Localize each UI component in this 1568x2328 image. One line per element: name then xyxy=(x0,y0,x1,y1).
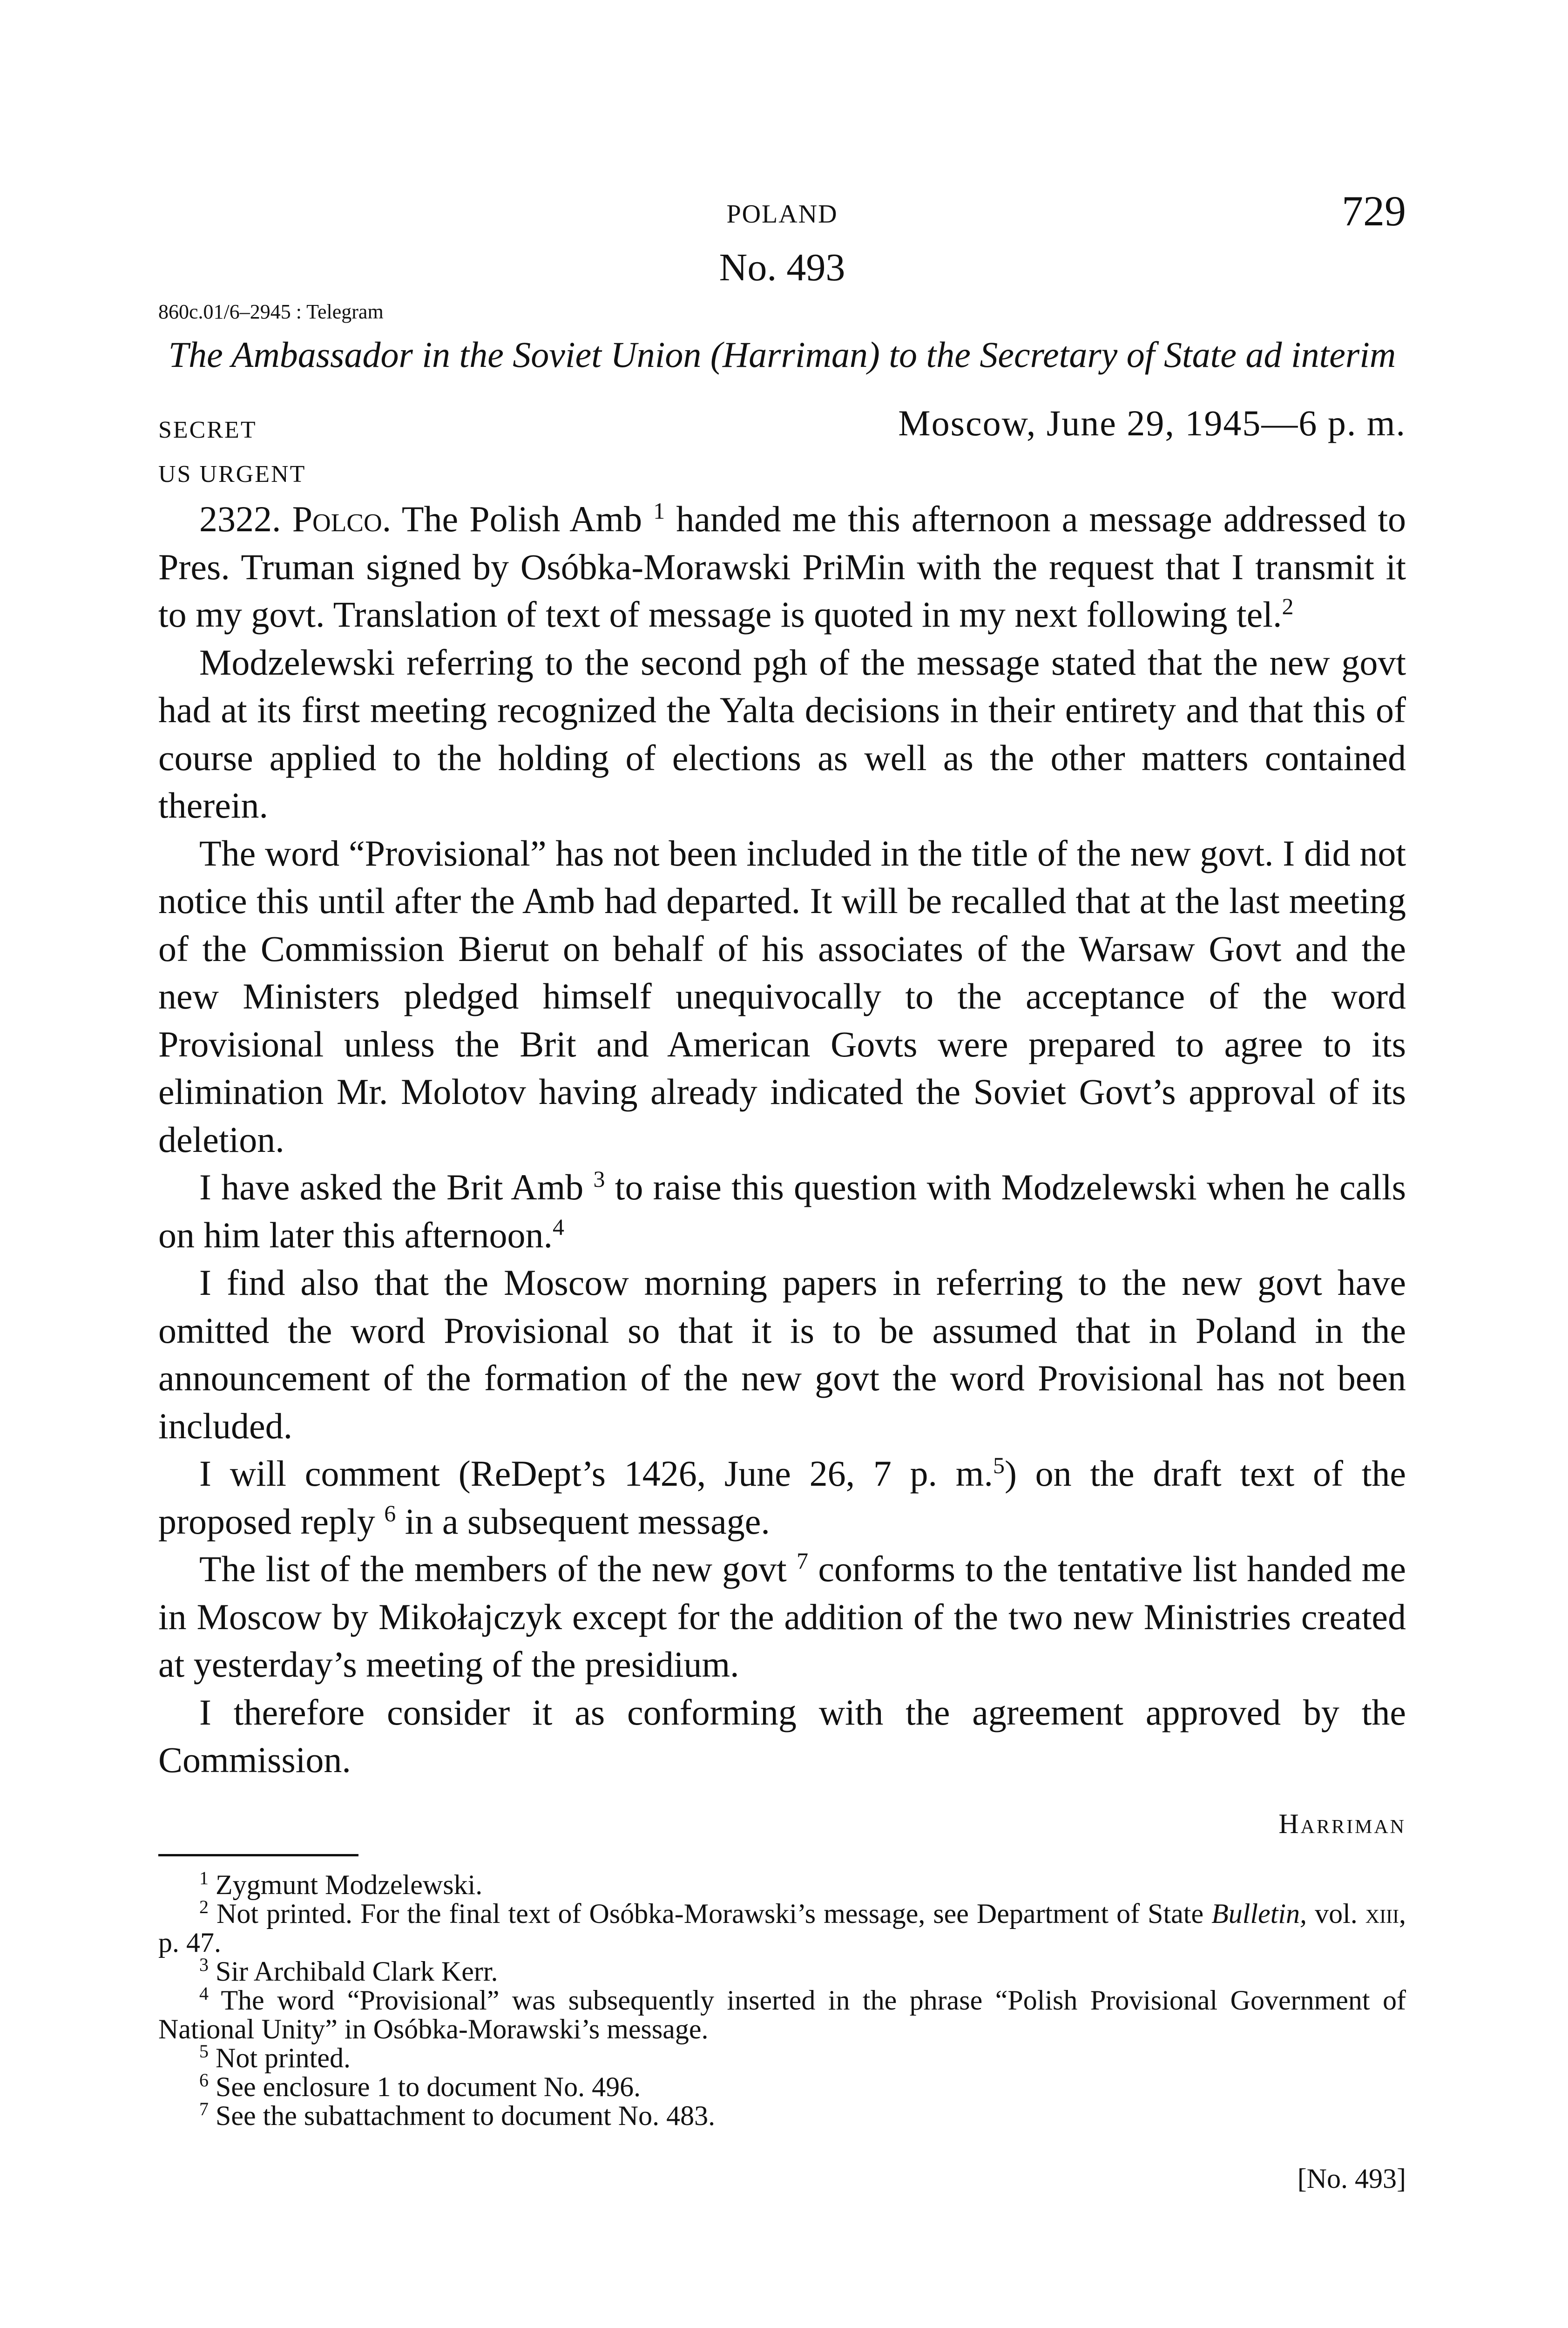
document-number: No. 493 xyxy=(719,246,845,289)
footnote-text: See enclosure 1 to document No. 496. xyxy=(216,2071,641,2102)
telegram-number: 2322. xyxy=(199,499,281,539)
paragraph-6-text-c: in a subsequent message. xyxy=(405,1501,770,1542)
document-heading: The Ambassador in the Soviet Union (Harriman) to the Secretary of State ad interim xyxy=(168,334,1396,375)
footnote-mark: 5 xyxy=(199,2040,209,2062)
footnote-ref-1: 1 xyxy=(653,498,665,524)
page-number: 729 xyxy=(1342,187,1406,235)
paragraph-7-text-a: The list of the members of the new govt xyxy=(199,1549,787,1589)
paragraph-1 xyxy=(158,495,1406,639)
signature: Harriman xyxy=(1278,1808,1406,1839)
file-reference: 860c.01/6–2945 : Telegram xyxy=(158,300,384,323)
running-head xyxy=(158,186,1406,242)
footnote-5 xyxy=(158,2040,1406,2073)
telegram-body xyxy=(158,495,1406,1784)
footnote-7 xyxy=(158,2098,1406,2131)
footnote-text: Not printed. For the final text of Osóbka-Morawski’s message, see Department of State xyxy=(216,1898,1204,1929)
footnote-text: Zygmunt Modzelewski. xyxy=(216,1869,483,1900)
footnote-ref-4: 4 xyxy=(552,1213,564,1240)
paragraph-7-text-b: conforms to the tentative list handed me in Moscow by Mikołajczyk except for the addition of the two new Ministries created at yesterday’s meeting of the presidium. xyxy=(158,1549,1406,1685)
document-bracket-reference: [No. 493] xyxy=(1297,2163,1406,2194)
paragraph-4-text-a: I have asked the Brit Amb xyxy=(199,1167,584,1207)
footnote-italic-title: Bulletin, xyxy=(1211,1898,1307,1929)
running-title: POLAND xyxy=(726,200,838,229)
urgency-label: US URGENT xyxy=(158,461,306,487)
footnote-1 xyxy=(158,1867,1406,1900)
footnote-text: See the subattachment to document No. 483. xyxy=(216,2100,716,2131)
footnote-text: vol. xyxy=(1315,1898,1358,1929)
paragraph-6 xyxy=(158,1450,1406,1545)
paragraph-2: Modzelewski referring to the second pgh of the message stated that the new govt had at its first meeting recognized the Yalta decisions in their entirety and that this of course applied to the holding of elections as well as the other matters contained therein. xyxy=(158,642,1406,826)
footnote-2 xyxy=(158,1896,1406,1958)
footnote-ref-2: 2 xyxy=(1282,593,1294,619)
paragraph-4 xyxy=(158,1164,1406,1259)
telegram-caption: Polco. xyxy=(292,499,392,539)
paragraph-6-text-a: I will comment (ReDept’s 1426, June 26, 7 p. m. xyxy=(199,1453,993,1494)
footnote-ref-3: 3 xyxy=(593,1166,605,1192)
footnote-mark: 7 xyxy=(199,2098,209,2119)
footnote-text: Sir Archibald Clark Kerr. xyxy=(216,1956,498,1987)
classification-label: SECRET xyxy=(158,417,257,443)
footnote-divider xyxy=(158,1854,358,1856)
footnote-mark: 6 xyxy=(199,2069,209,2091)
paragraph-3: The word “Provisional” has not been included in the title of the new govt. I did not notice this until after the Amb had departed. It will be recalled that at the last meeting of the Commission Bierut on behalf of his associates of the Warsaw Govt and the new Ministers pledged himself unequivocally to the acceptance of the word Provisional unless the Brit and American Govts were prepared to agree to its elimination Mr. Molotov having already indicated the Soviet Govt’s approval of its deletion. xyxy=(158,832,1406,1160)
footnote-text: The word “Provisional” was subsequently inserted in the phrase “Polish Provisional Government of National Unity” in Osóbka-Morawski’s message. xyxy=(158,1984,1406,2044)
footnote-3 xyxy=(158,1954,1406,1987)
footnote-text: Not printed. xyxy=(216,2042,351,2073)
footnote-mark: 3 xyxy=(199,1954,209,1975)
page-content xyxy=(158,186,1406,2195)
paragraph-8: I therefore consider it as conforming with the agreement approved by the Commission. xyxy=(158,1692,1406,1780)
paragraph-1-text-b: handed me this afternoon a message addressed to Pres. Truman signed by Osóbka-Morawski PriMin with the request that I transmit it to my govt. Translation of text of message is quoted in my next following tel. xyxy=(158,499,1406,635)
dateline-row xyxy=(158,402,1406,453)
footnote-mark: 1 xyxy=(199,1867,209,1888)
footnote-volume: xiii xyxy=(1365,1898,1399,1929)
footnote-6 xyxy=(158,2069,1406,2102)
footnote-ref-6: 6 xyxy=(384,1500,396,1526)
footnote-mark: 2 xyxy=(199,1896,209,1917)
footnote-ref-5: 5 xyxy=(993,1452,1005,1478)
dateline: Moscow, June 29, 1945—6 p. m. xyxy=(898,403,1406,443)
footnote-text: , p. 47. xyxy=(158,1898,1406,1958)
paragraph-4-text-b: to raise this question with Modzelewski when he calls on him later this afternoon. xyxy=(158,1167,1406,1255)
footnote-ref-7: 7 xyxy=(797,1548,809,1574)
paragraph-6-text-b: ) on the draft text of the proposed reply xyxy=(158,1453,1406,1542)
paragraph-7 xyxy=(158,1545,1406,1689)
footnote-4 xyxy=(158,1983,1406,2044)
footnotes xyxy=(158,1867,1406,2131)
paragraph-1-text-a: The Polish Amb xyxy=(401,499,642,539)
paragraph-5: I find also that the Moscow morning papers in referring to the new govt have omitted the word Provisional so that it is to be assumed that in Poland in the announcement of the formation of the new govt the word Provisional has not been included. xyxy=(158,1262,1406,1446)
footnote-mark: 4 xyxy=(199,1983,209,2004)
